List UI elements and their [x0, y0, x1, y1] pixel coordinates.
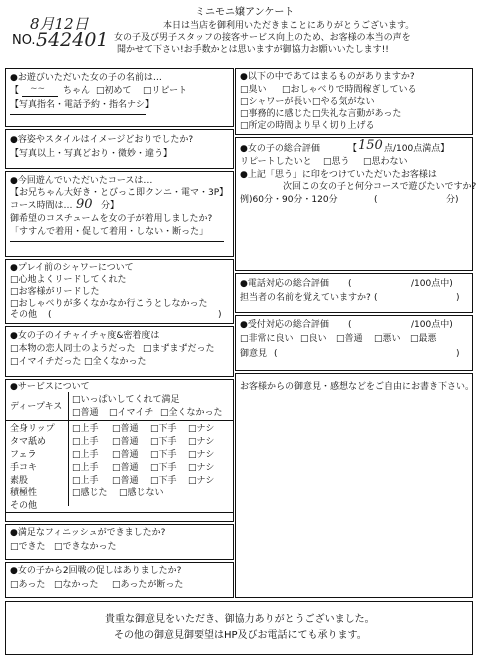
service-rating-option[interactable]: □ナシ — [188, 437, 215, 447]
service-grid-top — [5, 420, 234, 421]
issue-option-3[interactable]: □シャワーが長い — [240, 97, 312, 107]
reception-option-2[interactable]: □良い — [300, 334, 327, 344]
issue-option-4[interactable]: □やる気がない — [312, 97, 375, 107]
repeat-no-option[interactable]: □思わない — [363, 157, 408, 167]
footer-box — [5, 601, 473, 655]
reception-opinion-label: 御意見 — [240, 349, 268, 359]
phone-score-unit: /100点中) — [411, 279, 453, 289]
q2-title: ●容姿やスタイルはイメージどおりでしたか? — [10, 135, 194, 145]
service-rating-option[interactable]: □下手 — [150, 463, 177, 473]
deep-kiss-label: ディープキス — [10, 402, 63, 412]
issue-option-7[interactable]: □所定の時間より早く切り上げる — [240, 121, 375, 131]
service-rating-option[interactable]: □ナシ — [188, 450, 215, 460]
repeat-option[interactable]: □リピート — [143, 86, 188, 96]
service-rating-option[interactable]: □上手 — [72, 450, 99, 460]
staff-name-question: 担当者の名前を覚えていますか? — [240, 293, 371, 303]
deep-kiss-option-3[interactable]: □イマイチ — [109, 408, 154, 418]
q8-title: ●女の子から2回戦の促しはありましたか? — [10, 566, 182, 576]
q1-title: ●お遊びいただいた女の子の名前は… — [10, 73, 162, 83]
service-row-label: フェラ — [10, 450, 37, 460]
deep-kiss-option-1[interactable]: □いっぱいしてくれて満足 — [72, 395, 180, 405]
shower-option-1[interactable]: □心地よくリードしてくれた — [10, 275, 127, 285]
shower-other-label: その他 — [10, 310, 38, 320]
service-rating-option[interactable]: □普通 — [112, 463, 139, 473]
service-rating-option[interactable]: □下手 — [150, 424, 177, 434]
reception-opinion-close: ) — [456, 349, 460, 359]
intimacy-option-4[interactable]: □全くなかった — [84, 357, 147, 367]
staff-name-close: ) — [456, 293, 460, 303]
deep-kiss-option-4[interactable]: □全くなかった — [160, 408, 223, 418]
nomination-options[interactable]: 【写真指名・電話予約・指名ナシ】 — [10, 100, 154, 110]
service-rating-option[interactable]: □ナシ — [188, 463, 215, 473]
free-comment-title: お客様からの御意見・感想などをご自由にお書き下さい。 — [240, 382, 475, 392]
course-underline — [10, 241, 224, 242]
activeness-option-1[interactable]: □感じた — [72, 488, 108, 498]
repeat-yes-option[interactable]: □思う — [323, 157, 350, 167]
r4-title: ●受付対応の総合評価 — [240, 320, 329, 330]
header-line-2: 女の子及び男子スタッフの接客サービス向上のため、お客様の本当の声を — [114, 33, 411, 43]
phone-score-open: ( — [348, 279, 352, 289]
q4-title: ●プレイ前のシャワーについて — [10, 263, 134, 273]
next-course-minutes[interactable]: 例)60分・90分・120分 — [240, 195, 338, 205]
q3-title: ●今回遊んでいただいたコースは… — [10, 176, 153, 186]
girl-score-unit: 点/100点満点】 — [384, 144, 450, 154]
q5-title: ●女の子のイチャイチャ度&密着度は — [10, 331, 160, 341]
finish-option-2[interactable]: □できなかった — [54, 542, 117, 552]
service-rating-option[interactable]: □ナシ — [188, 476, 215, 486]
r3-title: ●電話対応の総合評価 — [240, 279, 329, 289]
service-rating-option[interactable]: □下手 — [150, 450, 177, 460]
service-rating-option[interactable]: □上手 — [72, 476, 99, 486]
second-round-option-2[interactable]: □なかった — [54, 580, 99, 590]
girl-score-open: 【 — [348, 144, 358, 154]
shower-option-3[interactable]: □おしゃべりが多くなかなか行こうとしなかった — [10, 299, 208, 309]
reception-score-unit: /100点中) — [411, 320, 453, 330]
service-rating-option[interactable]: □普通 — [112, 424, 139, 434]
repeat-label: リピートしたいと — [240, 157, 312, 167]
service-rating-option[interactable]: □普通 — [112, 476, 139, 486]
reception-score-open: ( — [348, 320, 352, 330]
service-rating-option[interactable]: □上手 — [72, 463, 99, 473]
intimacy-option-2[interactable]: □まずまずだった — [143, 344, 215, 354]
second-round-option-3[interactable]: □あったが断った — [112, 580, 184, 590]
reception-option-3[interactable]: □普通 — [336, 334, 363, 344]
course-time-unit: 分】 — [101, 201, 120, 211]
next-course-question-2: 次回この女の子と何分コースで遊びたいですか? — [283, 182, 477, 192]
q7-title: ●満足なフィニッシュができましたか? — [10, 528, 166, 538]
q1-chan: ちゃん — [63, 86, 91, 96]
girl-name-scribble: ~~ — [30, 84, 46, 94]
number-label: NO. — [12, 33, 36, 48]
handwritten-number: 542401 — [36, 29, 109, 51]
footer-line-2: その他の御意見御要望はHP及びお電話にても承ります。 — [114, 630, 367, 641]
course-time-label: コース時間は… — [10, 201, 73, 211]
costume-question: 御希望のコスチュームを女の子が着用しましたか? — [10, 214, 213, 224]
issue-option-5[interactable]: □事務的に感じた — [240, 109, 312, 119]
shower-other-close: ) — [218, 310, 222, 320]
footer-line-1: 貴重な御意見をいただき、御協力ありがとうございました。 — [105, 614, 375, 625]
girl-score-handwritten: 150 — [358, 138, 383, 153]
issue-option-2[interactable]: □おしゃべりで時間稼ぎしている — [282, 85, 417, 95]
q1-bracket: 【 — [10, 86, 20, 96]
header-line-3: 聞かせて下さい!お手数かとは思いますが御協力お願いいたします!! — [117, 45, 389, 55]
survey-title: ミニモニ嬢アンケート — [195, 7, 295, 18]
course-options[interactable]: 【お兄ちゃん大好き・とびっこ即クンニ・電マ・3P】 — [10, 188, 229, 198]
service-row-label: 手コキ — [10, 463, 38, 473]
service-rating-option[interactable]: □上手 — [72, 424, 99, 434]
service-rating-option[interactable]: □下手 — [150, 476, 177, 486]
service-grid-divider — [68, 392, 69, 506]
service-row-label: タマ舐め — [10, 437, 47, 447]
activeness-option-2[interactable]: □感じない — [119, 488, 164, 498]
service-row-label: 素股 — [10, 476, 29, 486]
costume-options[interactable]: 「すすんで着用・促して着用・しない・断った」 — [10, 227, 209, 237]
service-rating-option[interactable]: □ナシ — [188, 424, 215, 434]
service-other-label: その他 — [10, 501, 38, 511]
q6-title: ●サービスについて — [10, 382, 90, 392]
service-rating-option[interactable]: □下手 — [150, 437, 177, 447]
shower-option-2[interactable]: □お客様がリードした — [10, 287, 100, 297]
appearance-options[interactable]: 【写真以上・写真どおり・微妙・違う】 — [10, 149, 173, 159]
course-time-handwritten: 90 — [76, 197, 93, 212]
handwritten-date: 8月12日 — [30, 15, 89, 33]
issue-option-6[interactable]: □失礼な言動があった — [312, 109, 402, 119]
free-comment-area[interactable] — [240, 396, 466, 590]
service-row-label: 全身リップ — [10, 424, 55, 434]
first-time-option[interactable]: □初めて — [96, 86, 132, 96]
reception-option-5[interactable]: □最悪 — [410, 334, 437, 344]
intimacy-option-3[interactable]: □イマイチだった — [10, 357, 82, 367]
activeness-label: 積極性 — [10, 488, 38, 498]
issue-option-1[interactable]: □臭い — [240, 85, 267, 95]
shower-other-open: ( — [48, 310, 52, 320]
service-grid-bottom — [5, 512, 234, 513]
service-rating-option[interactable]: □普通 — [112, 450, 139, 460]
intimacy-option-1[interactable]: □本物の恋人同士のようだった — [10, 344, 136, 354]
reception-opinion-open: ( — [274, 349, 278, 359]
staff-name-open: ( — [374, 293, 378, 303]
next-course-paren-open: ( — [374, 195, 378, 205]
service-rating-option[interactable]: □上手 — [72, 437, 99, 447]
girl-name-field[interactable] — [22, 96, 58, 97]
header-line-1: 本日は当店を御利用いただきまことにありがとうございます。 — [163, 21, 415, 31]
r2-title: ●女の子の総合評価 — [240, 144, 320, 154]
nomination-underline — [10, 114, 146, 115]
reception-option-1[interactable]: □非常に良い — [240, 334, 294, 344]
r1-title: ●以下の中であてはまるものがありますか? — [240, 72, 415, 82]
next-course-question-1: ●上記「思う」に印をつけていただいたお客様は — [240, 170, 437, 180]
second-round-option-1[interactable]: □あった — [10, 580, 46, 590]
next-course-paren-close: 分) — [446, 195, 459, 205]
service-rating-option[interactable]: □普通 — [112, 437, 139, 447]
reception-option-4[interactable]: □悪い — [374, 334, 401, 344]
deep-kiss-option-2[interactable]: □普通 — [72, 408, 99, 418]
finish-option-1[interactable]: □できた — [10, 542, 46, 552]
